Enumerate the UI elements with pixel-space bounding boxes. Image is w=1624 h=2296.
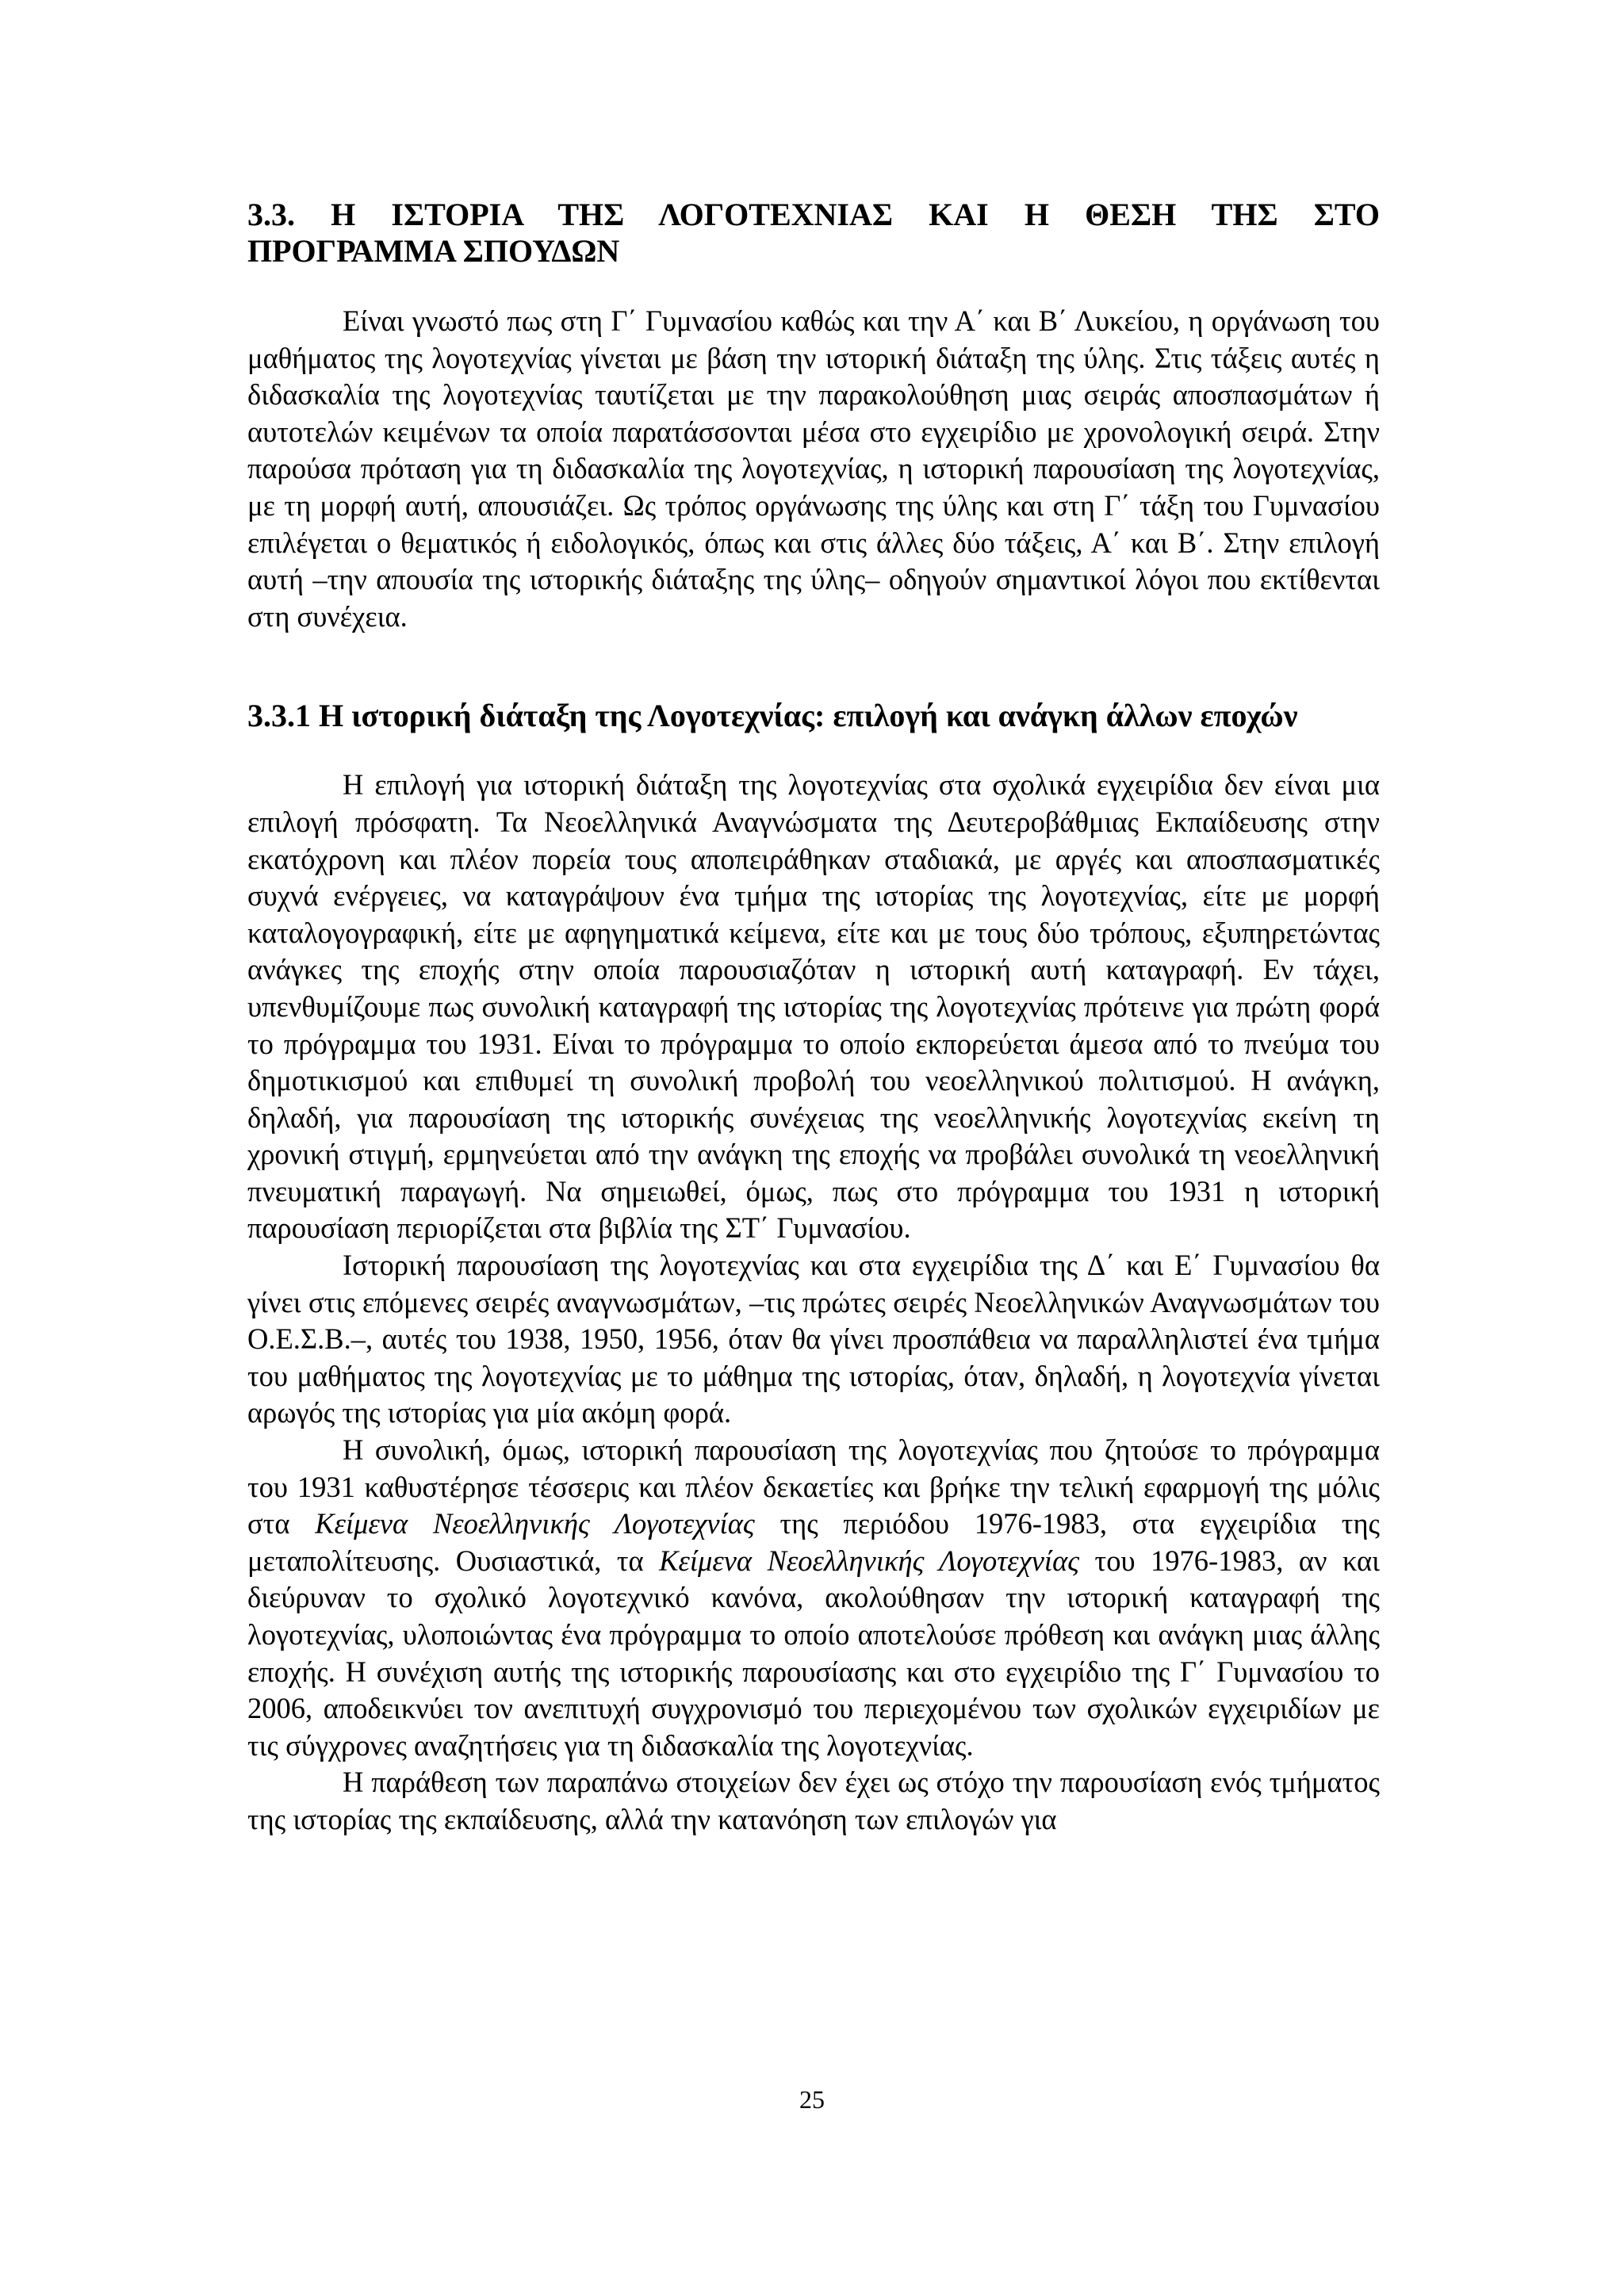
subsection-paragraph-3 bbox=[247, 1432, 1380, 1764]
paragraph3-text-c: του 1976-1983, αν και διεύρυναν το σχολικό λογοτεχνικό κανόνα, ακολούθησαν την ιστορική καταγραφή της λογοτεχνίας, υλοποιώντας ένα πρόγραμμα το οποίο αποτελούσε πρόθεση και ανάγκη μιας άλλης εποχής. Η συνέχιση αυτής της ιστορικής παρουσίασης και στο εγχειρίδιο της Γ΄ Γυμνασίου το 2006, αποδεικνύει τον ανεπιτυχή συγχρονισμό του περιεχομένου των σχολικών εγχειριδίων με τις σύγχρονες αναζητήσεις για τη διδασκαλία της λογοτεχνίας. bbox=[247, 1544, 1380, 1762]
subsection-paragraph-2: Ιστορική παρουσίαση της λογοτεχνίας και στα εγχειρίδια της Δ΄ και Ε΄ Γυμνασίου θα γίνει στις επόμενες σειρές αναγνωσμάτων, –τις πρώτες σειρές Νεοελληνικών Αναγνωσμάτων του Ο.Ε.Σ.Β.–, αυτές του 1938, 1950, 1956, όταν θα γίνει προσπάθεια να παραλληλιστεί ένα τμήμα του μαθήματος της λογοτεχνίας με το μάθημα της ιστορίας, όταν, δηλαδή, η λογοτεχνία γίνεται αρωγός της ιστορίας για μία ακόμη φορά. bbox=[247, 1249, 1380, 1429]
subsection-heading: 3.3.1 Η ιστορική διάταξη της Λογοτεχνίας: επιλογή και ανάγκη άλλων εποχών bbox=[247, 698, 1298, 734]
section-heading-line1: 3.3. Η ΙΣΤΟΡΙΑ ΤΗΣ ΛΟΓΟΤΕΧΝΙΑΣ ΚΑΙ Η ΘΕΣΗ ΤΗΣ ΣΤΟ bbox=[247, 197, 1380, 232]
document-page bbox=[247, 197, 1380, 1839]
paragraph3-text-a: Η συνολική, όμως, ιστορική παρουσίαση της λογοτεχνίας που ζητούσε το πρόγραμμα του 1931 καθυστέρησε τέσσερις και πλέον δεκαετίες και βρήκε την τελική εφαρμογή της μόλις στα bbox=[247, 1433, 1380, 1540]
section-heading-line2: ΠΡΟΓΡΑΜΜΑ ΣΠΟΥΔΩΝ bbox=[247, 233, 620, 269]
section-heading bbox=[247, 197, 1380, 270]
page-number: 25 bbox=[799, 2085, 825, 2114]
book-title-italic-2: Κείμενα Νεοελληνικής Λογοτεχνίας bbox=[659, 1544, 1080, 1577]
section-paragraph-1: Είναι γνωστό πως στη Γ΄ Γυμνασίου καθώς και την Α΄ και Β΄ Λυκείου, η οργάνωση του μαθήματος της λογοτεχνίας γίνεται με βάση την ιστορική διάταξη της ύλης. Στις τάξεις αυτές η διδασκαλία της λογοτεχνίας ταυτίζεται με την παρακολούθηση μιας σειράς αποσπασμάτων ή αυτοτελών κειμένων τα οποία παρατάσσονται μέσα στο εγχειρίδιο με χρονολογική σειρά. Στην παρούσα πρόταση για τη διδασκαλία της λογοτεχνίας, η ιστορική παρουσίαση της λογοτεχνίας, με τη μορφή αυτή, απουσιάζει. Ως τρόπος οργάνωσης της ύλης και στη Γ΄ τάξη του Γυμνασίου επιλέγεται ο θεματικός ή ειδολογικός, όπως και στις άλλες δύο τάξεις, Α΄ και Β΄. Στην επιλογή αυτή –την απουσία της ιστορικής διάταξης της ύλης– οδηγούν σημαντικοί λόγοι που εκτίθενται στη συνέχεια. bbox=[247, 304, 1380, 633]
subsection-paragraph-4: Η παράθεση των παραπάνω στοιχείων δεν έχει ως στόχο την παρουσίαση ενός τμήματος της ιστορίας της εκπαίδευσης, αλλά την κατανόηση των επιλογών για bbox=[247, 1766, 1380, 1835]
paragraph3-text-b: της περιόδου 1976-1983, στα εγχειρίδια της μεταπολίτευσης. Ουσιαστικά, τα bbox=[247, 1507, 1380, 1577]
book-title-italic-1: Κείμενα Νεοελληνικής Λογοτεχνίας bbox=[315, 1507, 755, 1540]
subsection-paragraph-1: Η επιλογή για ιστορική διάταξη της λογοτεχνίας στα σχολικά εγχειρίδια δεν είναι μια επιλογή πρόσφατη. Τα Νεοελληνικά Αναγνώσματα της Δευτεροβάθμιας Εκπαίδευσης στην εκατόχρονη και πλέον πορεία τους αποπειράθηκαν σταδιακά, με αργές και αποσπασματικές συχνά ενέργειες, να καταγράψουν ένα τμήμα της ιστορίας της λογοτεχνίας, είτε με μορφή καταλογογραφική, είτε με αφηγηματικά κείμενα, είτε και με τους δύο τρόπους, εξυπηρετώντας ανάγκες της εποχής στην οποία παρουσιαζόταν η ιστορική αυτή καταγραφή. Εν τάχει, υπενθυμίζουμε πως συνολική καταγραφή της ιστορίας της λογοτεχνίας πρότεινε για πρώτη φορά το πρόγραμμα του 1931. Είναι το πρόγραμμα το οποίο εκπορεύεται άμεσα από το πνεύμα του δημοτικισμού και επιθυμεί τη συνολική προβολή του νεοελληνικού πολιτισμού. Η ανάγκη, δηλαδή, για παρουσίαση της ιστορικής συνέχειας της νεοελληνικής λογοτεχνίας εκείνη τη χρονική στιγμή, ερμηνεύεται από την ανάγκη της εποχής να προβάλει συνολικά τη νεοελληνική πνευματική παραγωγή. Να σημειωθεί, όμως, πως στο πρόγραμμα του 1931 η ιστορική παρουσίαση περιορίζεται στα βιβλία της ΣΤ΄ Γυμνασίου. bbox=[247, 768, 1380, 1245]
